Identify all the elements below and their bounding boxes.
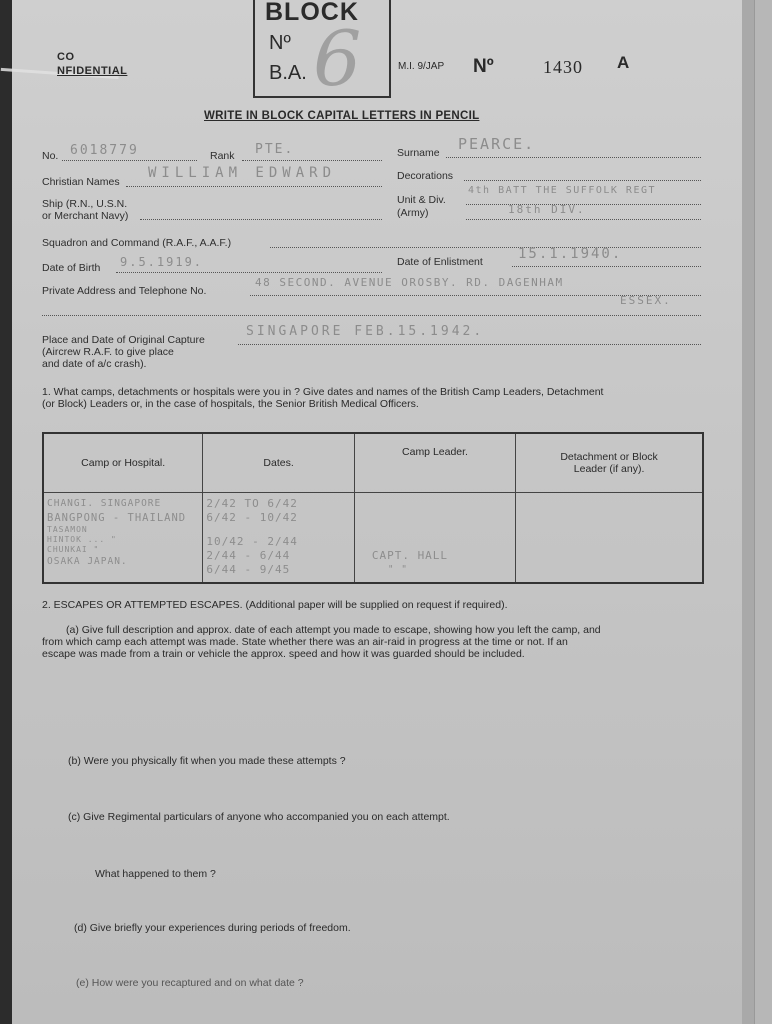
- camp-entry: OSAKA JAPAN.: [47, 556, 128, 567]
- block-number-box: [253, 0, 391, 103]
- question-2c-followup: What happened to them ?: [95, 868, 216, 880]
- table-row: [43, 493, 703, 584]
- no-line: [62, 160, 197, 161]
- question-2a-line-2: from which camp each attempt was made. State whether there was an air-raid in progress at the time or not. If an: [42, 636, 568, 648]
- capture-label: [42, 334, 205, 370]
- col-camp-hospital: Camp or Hospital.: [43, 433, 203, 493]
- address-value-1[interactable]: 48 SECOND. AVENUE OROSBY. RD. DAGENHAM: [255, 276, 564, 289]
- camp-entry: TASAMON: [47, 525, 88, 534]
- block-ba-label: B.A.: [269, 62, 307, 84]
- rank-value[interactable]: PTE.: [255, 142, 295, 157]
- question-2a-line-3: escape was made from a train or vehicle the approx. speed and how it was guarded should be included.: [42, 648, 525, 660]
- instruction-heading: WRITE IN BLOCK CAPITAL LETTERS IN PENCIL: [204, 110, 480, 122]
- address-line-2: [42, 315, 701, 316]
- date-entry: 6/42 - 10/42: [206, 511, 298, 524]
- unit-label-line-2: (Army): [397, 207, 429, 219]
- enlistment-label: Date of Enlistment: [397, 256, 483, 268]
- decorations-line: [464, 180, 701, 181]
- serial-no-label: Nº: [473, 56, 494, 77]
- detachment-leader-cell[interactable]: [516, 493, 703, 584]
- question-2d: (d) Give briefly your experiences during periods of freedom.: [74, 922, 351, 934]
- question-2e: (e) How were you recaptured and on what date ?: [76, 977, 304, 989]
- confidential-line-1: CO: [57, 51, 75, 63]
- confidential-stamp: [57, 50, 127, 78]
- unit-label-line-1: Unit & Div.: [397, 194, 446, 206]
- question-1-line-1: 1. What camps, detachments or hospitals were you in ? Give dates and names of the British Camp Leaders, Detachment: [42, 386, 604, 398]
- capture-line: [238, 344, 701, 345]
- ship-label-line-2: or Merchant Navy): [42, 210, 129, 222]
- unit-line-2: [466, 219, 701, 220]
- question-2c: (c) Give Regimental particulars of anyone who accompanied you on each attempt.: [68, 811, 450, 823]
- surname-line: [446, 157, 701, 158]
- camp-entry: CHANGI. SINGAPORE: [47, 498, 162, 509]
- page-edge-stack: [740, 0, 755, 1024]
- unit-label: [397, 194, 446, 220]
- rank-line: [242, 160, 382, 161]
- decorations-label: Decorations: [397, 170, 454, 182]
- christian-names-value[interactable]: WILLIAM EDWARD: [148, 165, 337, 181]
- col-camp-leader: Camp Leader.: [354, 433, 515, 493]
- capture-label-line-2: (Aircrew R.A.F. to give place: [42, 346, 174, 358]
- date-entry: 6/44 - 9/45: [206, 563, 291, 576]
- capture-label-line-3: and date of a/c crash).: [42, 358, 147, 370]
- dob-line: [116, 272, 382, 273]
- address-label: Private Address and Telephone No.: [42, 285, 207, 297]
- capture-label-line-1: Place and Date of Original Capture: [42, 334, 205, 346]
- enlistment-line: [512, 266, 701, 267]
- leader-entry: " ": [387, 564, 408, 575]
- date-entry: 2/42 TO 6/42: [206, 497, 298, 510]
- christian-names-label: Christian Names: [42, 176, 120, 188]
- question-2a: [42, 624, 707, 660]
- address-value-2[interactable]: ESSEX.: [620, 294, 672, 307]
- question-2b: (b) Were you physically fit when you made these attempts ?: [68, 755, 346, 767]
- date-entry: 10/42 - 2/44: [206, 535, 298, 548]
- block-word: BLOCK: [265, 0, 359, 26]
- table-header-row: [43, 433, 703, 493]
- ship-label: [42, 198, 128, 222]
- squadron-line: [270, 247, 701, 248]
- christian-line: [126, 186, 382, 187]
- surname-value[interactable]: PEARCE.: [458, 135, 536, 153]
- block-number-handwritten: 6: [313, 14, 362, 103]
- date-entry: 2/44 - 6/44: [206, 549, 291, 562]
- capture-value[interactable]: SINGAPORE FEB.15.1942.: [246, 324, 485, 339]
- block-no-label: Nº: [269, 32, 291, 54]
- col-dates: Dates.: [203, 433, 354, 493]
- date-of-birth-value[interactable]: 9.5.1919.: [120, 255, 204, 269]
- question-1: [42, 386, 603, 410]
- no-label: No.: [42, 150, 59, 162]
- ship-line: [140, 219, 382, 220]
- camp-leader-cell[interactable]: [354, 493, 515, 584]
- serial-suffix: A: [617, 53, 630, 72]
- dates-cell[interactable]: [203, 493, 354, 584]
- date-of-birth-label: Date of Birth: [42, 262, 101, 274]
- leader-entry: CAPT. HALL: [371, 549, 449, 562]
- serial-number: 1430: [543, 57, 583, 77]
- col-detachment-leader: Detachment or Block Leader (if any).: [516, 433, 703, 493]
- rank-label: Rank: [210, 150, 235, 162]
- question-2-title: 2. ESCAPES OR ATTEMPTED ESCAPES. (Additional paper will be supplied on request if required).: [42, 599, 508, 611]
- camp-entry: BANGPONG - THAILAND: [47, 512, 187, 524]
- question-2a-line-1: (a) Give full description and approx. date of each attempt you made to escape, showing how you left the camp, and: [66, 624, 601, 636]
- camps-table: [42, 432, 704, 584]
- camp-entry: CHUNKAI ": [47, 545, 100, 554]
- enlistment-value[interactable]: 15.1.1940.: [518, 246, 623, 262]
- surname-label: Surname: [397, 147, 440, 159]
- no-value[interactable]: 6018779: [70, 143, 139, 158]
- question-1-line-2: (or Block) Leaders or, in the case of hospitals, the Senior British Medical Officers.: [42, 398, 419, 410]
- camp-entry: HINTOK ... ": [47, 535, 117, 544]
- confidential-line-2: NFIDENTIAL: [57, 65, 128, 77]
- mi-reference: M.I. 9/JAP: [398, 61, 445, 72]
- camp-names-cell[interactable]: [43, 493, 203, 584]
- squadron-label: Squadron and Command (R.A.F., A.A.F.): [42, 237, 232, 249]
- page-edge-stack-outer: [754, 0, 772, 1024]
- ship-label-line-1: Ship (R.N., U.S.N.: [42, 198, 128, 210]
- unit-value-2[interactable]: 18th DIV.: [508, 203, 586, 216]
- unit-value-1[interactable]: 4th BATT THE SUFFOLK REGT: [468, 185, 657, 196]
